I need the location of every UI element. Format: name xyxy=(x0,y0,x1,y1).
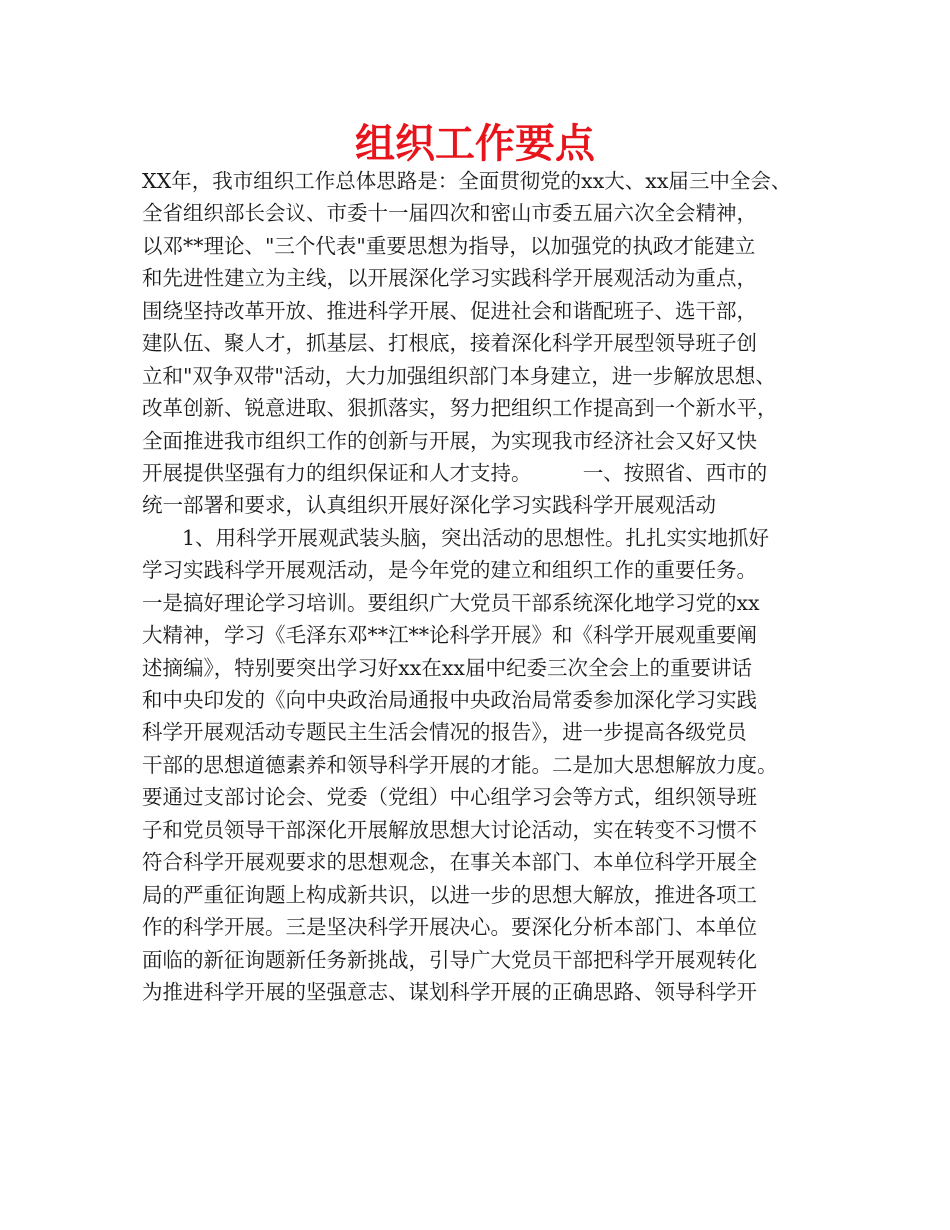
body-text-line: 大精神，学习《毛泽东邓**江**论科学开展》和《科学开展观重要阐 xyxy=(142,623,757,648)
body-text-line: 以邓**理论、"三个代表"重要思想为指导，以加强党的执政才能建立 xyxy=(142,233,756,258)
body-text-line: 统一部署和要求，认真组织开展好深化学习实践科学开展观活动 xyxy=(142,493,716,518)
body-text-line: 和先进性建立为主线，以开展深化学习实践科学开展观活动为重点， xyxy=(142,266,757,291)
body-text-line: 局的严重征询题上构成新共识，以进一步的思想大解放，推进各项工 xyxy=(142,882,757,907)
body-text-line: 立和"双争双带"活动，大力加强组织部门本身建立，进一步解放思想、 xyxy=(142,363,776,388)
body-text-line: 干部的思想道德素养和领导科学开展的才能。二是加大思想解放力度。 xyxy=(142,752,778,777)
body-text-line: 一是搞好理论学习培训。要组织广大党员干部系统深化地学习党的xx xyxy=(142,590,760,615)
document-body xyxy=(142,165,822,1008)
body-text-line: 面临的新征询题新任务新挑战，引导广大党员干部把科学开展观转化 xyxy=(142,947,757,972)
document-title: 组织工作要点 xyxy=(355,121,595,167)
body-text-line: XX年，我市组织工作总体思路是：全面贯彻党的xx大、xx届三中全会、 xyxy=(142,169,792,193)
body-text-line: 开展提供坚强有力的组织保证和人才支持。 一、按照省、西市的 xyxy=(142,460,768,485)
body-text-line: 子和党员领导干部深化开展解放思想大讨论活动，实在转变不习惯不 xyxy=(142,817,757,842)
body-text-line: 作的科学开展。三是坚决科学开展决心。要深化分析本部门、本单位 xyxy=(142,915,757,940)
body-text-line: 全省组织部长会议、市委十一届四次和密山市委五届六次全会精神， xyxy=(142,201,757,226)
body-text-line: 改革创新、锐意进取、狠抓落实，努力把组织工作提高到一个新水平， xyxy=(142,396,778,421)
body-text-line: 1、用科学开展观武装头脑，突出活动的思想性。扎扎实实地抓好 xyxy=(182,525,770,550)
body-text-line: 学习实践科学开展观活动，是今年党的建立和组织工作的重要任务。 xyxy=(142,558,757,583)
body-text-line: 符合科学开展观要求的思想观念，在事关本部门、本单位科学开展全 xyxy=(142,850,757,875)
body-text-line: 围绕坚持改革开放、推进科学开展、促进社会和谐配班子、选干部， xyxy=(142,298,757,323)
body-text-line: 要通过支部讨论会、党委（党组）中心组学习会等方式，组织领导班 xyxy=(142,785,757,810)
body-text-line: 和中央印发的《向中央政治局通报中央政治局常委参加深化学习实践 xyxy=(142,688,757,712)
body-text-line: 述摘编》，特别要突出学习好xx在xx届中纪委三次全会上的重要讲话 xyxy=(142,655,752,680)
body-text-line: 建队伍、聚人才，抓基层、打根底，接着深化科学开展型领导班子创 xyxy=(142,331,757,356)
body-text-line: 全面推进我市组织工作的创新与开展，为实现我市经济社会又好又快 xyxy=(142,428,757,453)
body-text-line: 科学开展观活动专题民主生活会情况的报告》，进一步提高各级党员 xyxy=(142,720,747,745)
body-text-line: 为推进科学开展的坚强意志、谋划科学开展的正确思路、领导科学开 xyxy=(142,979,757,1004)
